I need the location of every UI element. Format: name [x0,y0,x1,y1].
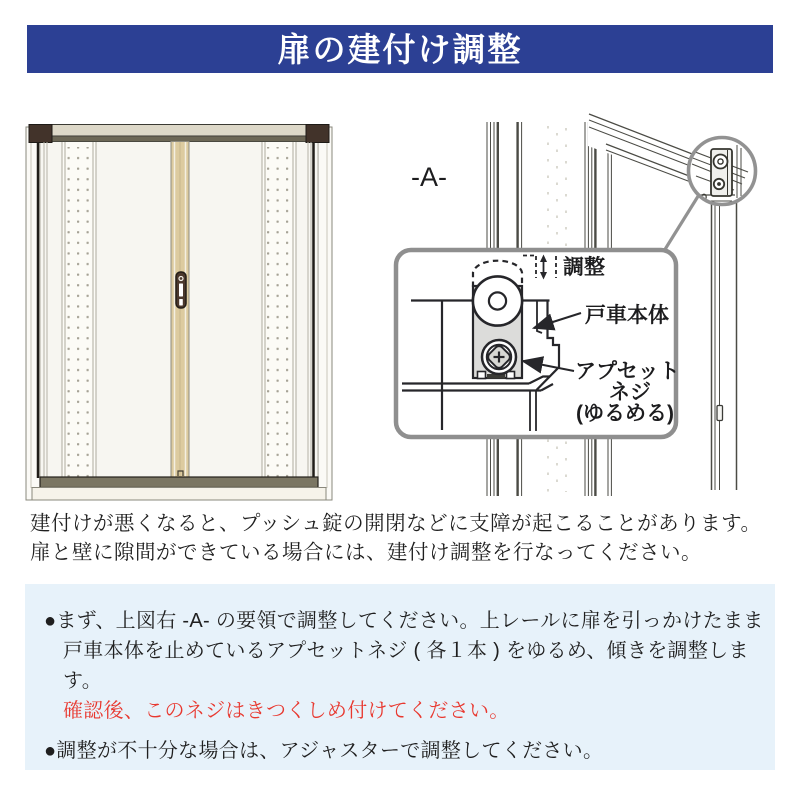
adjust-label: 調整 [563,256,605,279]
figure-a-label: -A- [411,162,447,192]
post-latch-detail [717,406,723,421]
note1-line1: ●まず、上図右 -A- の要領で調整してください。上レールに扉を引っかけたまま [44,610,764,632]
intro-line-1: 建付けが悪くなると、プッシュ錠の開閉などに支障が起こることがあります。 [30,512,762,535]
door-left-perforated-strip [62,142,97,478]
roller-wheel [473,276,522,325]
screw-label-line2: ネジ [609,381,651,404]
door-right-perforated-strip [262,142,297,478]
note1-warning: 確認後、このネジはきつくしめ付けてください。 [63,700,510,722]
door-right-jamb [318,127,332,500]
roller-detail-callout [396,250,680,437]
door-top-rail [29,125,329,143]
upset-screw [482,340,516,374]
door-rail-left-cap [29,125,52,143]
instruction-note-box [25,584,775,770]
figure-band [0,100,800,505]
door-rail-right-cap [306,125,329,143]
magnifier-connector [664,196,699,252]
roller-label: 戸車本体 [585,304,669,327]
door-center-stile [171,142,189,479]
note1-line2: 戸車本体を止めているアプセットネジ ( 各１本 ) をゆるめ、傾きを調整します。 [63,640,749,692]
right-post-lines [700,188,737,490]
intro-line-2: 扉と壁に隙間ができている場合には、建付け調整を行なってください。 [30,540,702,564]
screw-label-line1: アプセット [575,360,680,383]
door-handle [176,272,186,308]
page-header [27,25,773,73]
door-illustration [26,125,332,501]
door-bottom-rail [32,477,326,500]
magnifier-circle [689,138,756,205]
note-item-2 [44,736,765,766]
note2-text: ●調整が不十分な場合は、アジャスターで調整してください。 [44,740,604,762]
page-title: 扉の建付け調整 [277,30,523,68]
note-item-1 [44,606,765,726]
intro-paragraph [30,510,778,567]
adjustment-diagram [396,112,756,496]
screw-label-line3: (ゆるめる) [576,402,674,425]
